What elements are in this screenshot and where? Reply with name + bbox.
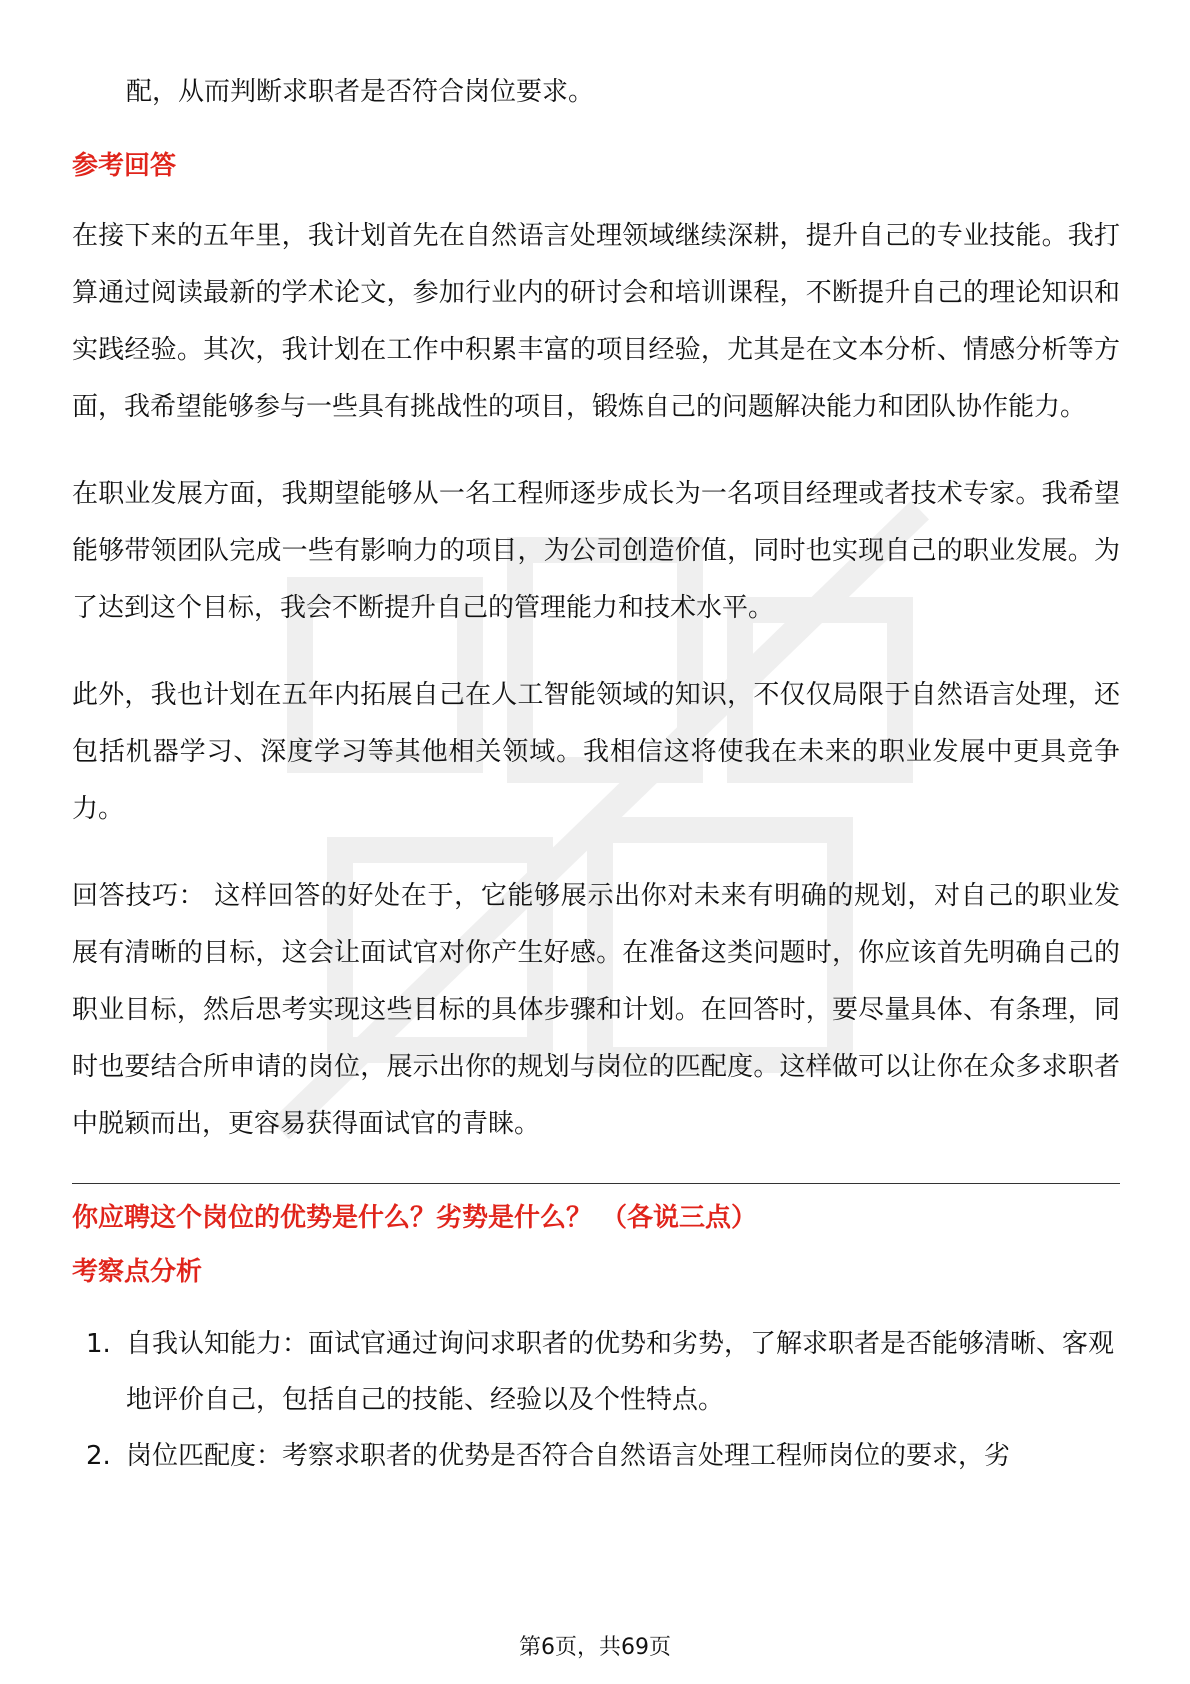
analysis-heading: 考察点分析 <box>72 1257 203 1287</box>
reference-answer-heading: 参考回答 <box>72 151 177 181</box>
continuation-line: 配，从而判断求职者是否符合岗位要求。 <box>126 77 595 107</box>
section-divider <box>72 1183 1120 1184</box>
list-item-text: 岗位匹配度：考察求职者的优势是否符合自然语言处理工程师岗位的要求，劣 <box>126 1441 1011 1471</box>
answer-paragraph-2: 在职业发展方面，我期望能够从一名工程师逐步成长为一名项目经理或者技术专家。我希望能够带领团队完成一些有影响力的项目，为公司创造价值，同时也实现自己的职业发展。为了达到这个目标，我会不断提升自己的管理能力和技术水平。 <box>72 479 1120 623</box>
page-footer: 第6页，共69页 <box>519 1635 671 1660</box>
analysis-points-list <box>72 1316 1120 1484</box>
answer-paragraph-3: 此外，我也计划在五年内拓展自己在人工智能领域的知识，不仅仅局限于自然语言处理，还包括机器学习、深度学习等其他相关领域。我相信这将使我在未来的职业发展中更具竞争力。 <box>72 680 1120 824</box>
answer-tips-paragraph: 回答技巧： 这样回答的好处在于，它能够展示出你对未来有明确的规划，对自己的职业发展有清晰的目标，这会让面试官对你产生好感。在准备这类问题时，你应该首先明确自己的职业目标，然后思考实现这些目标的具体步骤和计划。在回答时，要尽量具体、有条理，同时也要结合所申请的岗位，展示出你的规划与岗位的匹配度。这样做可以让你在众多求职者中脱颖而出，更容易获得面试官的青睐。 <box>72 881 1120 1139</box>
list-item-number: 2. <box>86 1441 111 1471</box>
answer-paragraph-1: 在接下来的五年里，我计划首先在自然语言处理领域继续深耕，提升自己的专业技能。我打算通过阅读最新的学术论文，参加行业内的研讨会和培训课程，不断提升自己的理论知识和实践经验。其次，我计划在工作中积累丰富的项目经验，尤其是在文本分析、情感分析等方面，我希望能够参与一些具有挑战性的项目，锻炼自己的问题解决能力和团队协作能力。 <box>72 221 1120 422</box>
list-item <box>72 1316 1120 1428</box>
content <box>72 72 1120 1484</box>
list-item-number: 1. <box>86 1329 111 1359</box>
list-item <box>72 1428 1120 1484</box>
list-item-text: 自我认知能力：面试官通过询问求职者的优势和劣势，了解求职者是否能够清晰、客观地评价自己，包括自己的技能、经验以及个性特点。 <box>126 1329 1115 1415</box>
question-title: 你应聘这个岗位的优势是什么？劣势是什么？ （各说三点） <box>72 1203 758 1233</box>
